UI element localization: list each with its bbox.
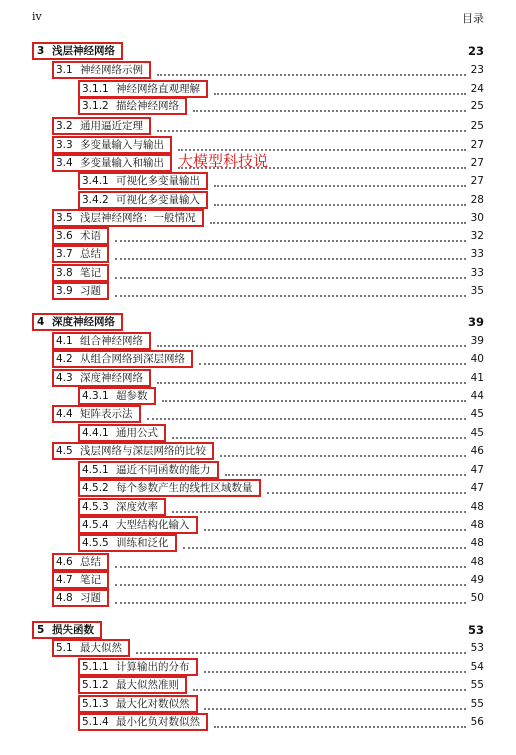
toc-entry-title: 组合神经网络 [80,335,143,347]
toc-entry-title: 浅层神经网络 [52,45,115,57]
leader-dots [210,216,467,224]
leader-dots [193,683,466,691]
toc-chapter-row[interactable] [0,42,516,60]
toc-entry-number: 3.2 [56,120,73,132]
toc-entry-number: 3 [37,45,45,57]
toc-entry-title: 神经网络示例 [80,64,143,76]
toc-page-number: 47 [470,482,484,494]
leader-dots [115,234,466,242]
leader-dots [183,541,467,549]
toc-page-number: 44 [470,390,484,402]
toc-entry-title: 通用逼近定理 [80,120,143,132]
toc-entry-title: 多变量输入与输出 [80,139,164,151]
toc-entry-title: 浅层神经网络：一般情况 [80,212,196,224]
toc-entry-number: 5 [37,624,45,636]
toc-page-number: 50 [470,592,484,604]
toc-page-number: 46 [470,445,484,457]
toc-section-row[interactable] [0,553,516,571]
leader-dots [162,394,467,402]
toc-entry-title: 矩阵表示法 [80,408,133,420]
toc-section-row[interactable] [0,350,516,368]
toc-entry-number: 4.1 [56,335,73,347]
toc-section-row[interactable] [0,117,516,135]
toc-section-row[interactable] [0,245,516,263]
toc-entry-number: 4.4 [56,408,73,420]
leader-dots [157,68,466,76]
toc-entry-title: 神经网络直观理解 [116,83,200,95]
toc-subsection-row[interactable] [0,97,516,115]
toc-subsection-row[interactable] [0,191,516,209]
toc-section-row[interactable] [0,442,516,460]
toc-subsection-row[interactable] [0,461,516,479]
toc-section-row[interactable] [0,282,516,300]
toc-chapter-row[interactable] [0,313,516,331]
toc-entry-title: 超参数 [116,390,148,402]
toc-entry-number: 3.5 [56,212,73,224]
toc-entry-number: 4.5.2 [82,482,109,494]
toc-page-number: 35 [470,285,484,297]
toc-page-number: 41 [470,372,484,384]
toc-subsection-row[interactable] [0,516,516,534]
toc-page-number: 33 [470,267,484,279]
toc-entry-title: 笔记 [80,267,101,279]
toc-page-number: 48 [470,501,484,513]
toc-entry-number: 4.6 [56,556,73,568]
leader-dots [214,179,466,187]
toc-entry-title: 最小化负对数似然 [116,716,200,728]
page-number-roman: iv [32,10,42,23]
toc-page-number: 56 [470,716,484,728]
toc-entry-title: 总结 [80,556,101,568]
toc-subsection-row[interactable] [0,534,516,552]
toc-page-number: 47 [470,464,484,476]
leader-dots [136,646,466,654]
leader-dots [147,412,467,420]
toc-entry-number: 3.1.1 [82,83,109,95]
toc-entry-number: 3.3 [56,139,73,151]
toc-entry-title: 大型结构化输入 [116,519,190,531]
toc-entry-title: 多变量输入和输出 [80,157,164,169]
toc-page-number: 39 [467,315,484,329]
toc-page-number: 54 [470,661,484,673]
toc-entry-title: 逼近不同函数的能力 [116,464,211,476]
toc-page-number: 45 [470,408,484,420]
toc-entry-number: 5.1.1 [82,661,109,673]
toc-page-number: 33 [470,248,484,260]
leader-dots [214,198,466,206]
toc-subsection-row[interactable] [0,695,516,713]
toc-entry-number: 5.1.3 [82,698,109,710]
toc-entry-title: 笔记 [80,574,101,586]
toc-page-number: 23 [467,44,484,58]
toc-entry-number: 3.1 [56,64,73,76]
toc-entry-title: 可视化多变量输入 [116,194,200,206]
toc-page-number: 55 [470,679,484,691]
toc-entry-number: 4.5.5 [82,537,109,549]
toc-entry-title: 最大化对数似然 [116,698,190,710]
toc-page-number: 49 [470,574,484,586]
toc-entry-number: 3.9 [56,285,73,297]
toc-subsection-row[interactable] [0,658,516,676]
toc-entry-title: 浅层网络与深层网络的比较 [80,445,206,457]
running-header: 目录 [462,12,484,25]
toc-page-number: 48 [470,537,484,549]
toc-entry-title: 通用公式 [116,427,158,439]
leader-dots [172,431,466,439]
toc-entry-number: 3.6 [56,230,73,242]
toc-section-row[interactable] [0,571,516,589]
toc-entry-number: 3.4.1 [82,175,109,187]
leader-dots [214,87,466,95]
toc-page-number: 53 [467,623,484,637]
watermark-overlay-text: 大模型科技说 [178,152,269,170]
toc-subsection-row[interactable] [0,80,516,98]
leader-dots [115,560,466,568]
toc-page-number: 25 [470,100,484,112]
toc-entry-title: 计算输出的分布 [116,661,190,673]
toc-entry-title: 描绘神经网络 [116,100,179,112]
leader-dots [204,702,467,710]
toc-entry-number: 4.7 [56,574,73,586]
leader-dots [199,357,466,365]
toc-entry-title: 损失函数 [52,624,94,636]
leader-dots [157,376,466,384]
toc-page-number: 55 [470,698,484,710]
leader-dots [204,523,467,531]
toc-section-row[interactable] [0,61,516,79]
toc-subsection-row[interactable] [0,172,516,190]
toc-page-number: 28 [470,194,484,206]
toc-page-number: 24 [470,83,484,95]
toc-entry-number: 4.8 [56,592,73,604]
toc-page-number: 48 [470,556,484,568]
toc-entry-title: 最大似然准则 [116,679,179,691]
toc-entry-title: 深度神经网络 [52,316,115,328]
toc-entry-title: 从组合网络到深层网络 [80,353,185,365]
toc-page-number: 40 [470,353,484,365]
toc-page-number: 39 [470,335,484,347]
leader-dots [115,578,466,586]
toc-entry-number: 4.5.3 [82,501,109,513]
toc-entry-title: 训练和泛化 [116,537,169,549]
toc-entry-number: 4.3 [56,372,73,384]
leader-dots [267,486,467,494]
leader-dots [225,468,467,476]
toc-entry-title: 习题 [80,592,101,604]
toc-subsection-row[interactable] [0,479,516,497]
toc-section-row[interactable] [0,369,516,387]
toc-page-number: 48 [470,519,484,531]
toc-entry-number: 3.7 [56,248,73,260]
toc-subsection-row[interactable] [0,424,516,442]
toc-section-row[interactable] [0,639,516,657]
toc-entry-number: 3.4 [56,157,73,169]
toc-entry-number: 4.5 [56,445,73,457]
toc-entry-title: 总结 [80,248,101,260]
toc-entry-number: 4.2 [56,353,73,365]
leader-dots [193,104,466,112]
toc-page-number: 53 [470,642,484,654]
leader-dots [214,720,466,728]
toc-page-number: 27 [470,157,484,169]
leader-dots [157,124,466,132]
toc-entry-title: 习题 [80,285,101,297]
toc-subsection-row[interactable] [0,387,516,405]
toc-entry-number: 4.4.1 [82,427,109,439]
toc-entry-number: 4.5.1 [82,464,109,476]
toc-entry-number: 4 [37,316,45,328]
toc-page-number: 32 [470,230,484,242]
toc-entry-title: 深度神经网络 [80,372,143,384]
toc-page-number: 27 [470,175,484,187]
toc-subsection-row[interactable] [0,713,516,731]
leader-dots [157,339,466,347]
toc-entry-number: 5.1.2 [82,679,109,691]
toc-entry-number: 3.8 [56,267,73,279]
leader-dots [115,252,466,260]
toc-entry-number: 5.1.4 [82,716,109,728]
toc-subsection-row[interactable] [0,498,516,516]
toc-section-row[interactable] [0,589,516,607]
toc-entry-number: 3.1.2 [82,100,109,112]
toc-subsection-row[interactable] [0,676,516,694]
leader-dots [115,271,466,279]
toc-entry-number: 4.3.1 [82,390,109,402]
toc-entry-number: 5.1 [56,642,73,654]
toc-entry-title: 每个参数产生的线性区域数量 [116,482,253,494]
toc-section-row[interactable] [0,209,516,227]
toc-entry-title: 深度效率 [116,501,158,513]
toc-page-number: 27 [470,139,484,151]
toc-chapter-row[interactable] [0,621,516,639]
toc-entry-number: 3.4.2 [82,194,109,206]
toc-entry-title: 术语 [80,230,101,242]
leader-dots [115,596,466,604]
toc-page-number: 30 [470,212,484,224]
toc-section-row[interactable] [0,227,516,245]
toc-page-number: 25 [470,120,484,132]
toc-section-row[interactable] [0,405,516,423]
leader-dots [220,449,466,457]
toc-entry-number: 4.5.4 [82,519,109,531]
toc-entry-title: 可视化多变量输出 [116,175,200,187]
toc-section-row[interactable] [0,332,516,350]
leader-dots [204,665,467,673]
toc-entry-title: 最大似然 [80,642,122,654]
toc-page-number: 23 [470,64,484,76]
leader-dots [172,505,466,513]
toc-page-number: 45 [470,427,484,439]
leader-dots [115,289,466,297]
toc-section-row[interactable] [0,264,516,282]
